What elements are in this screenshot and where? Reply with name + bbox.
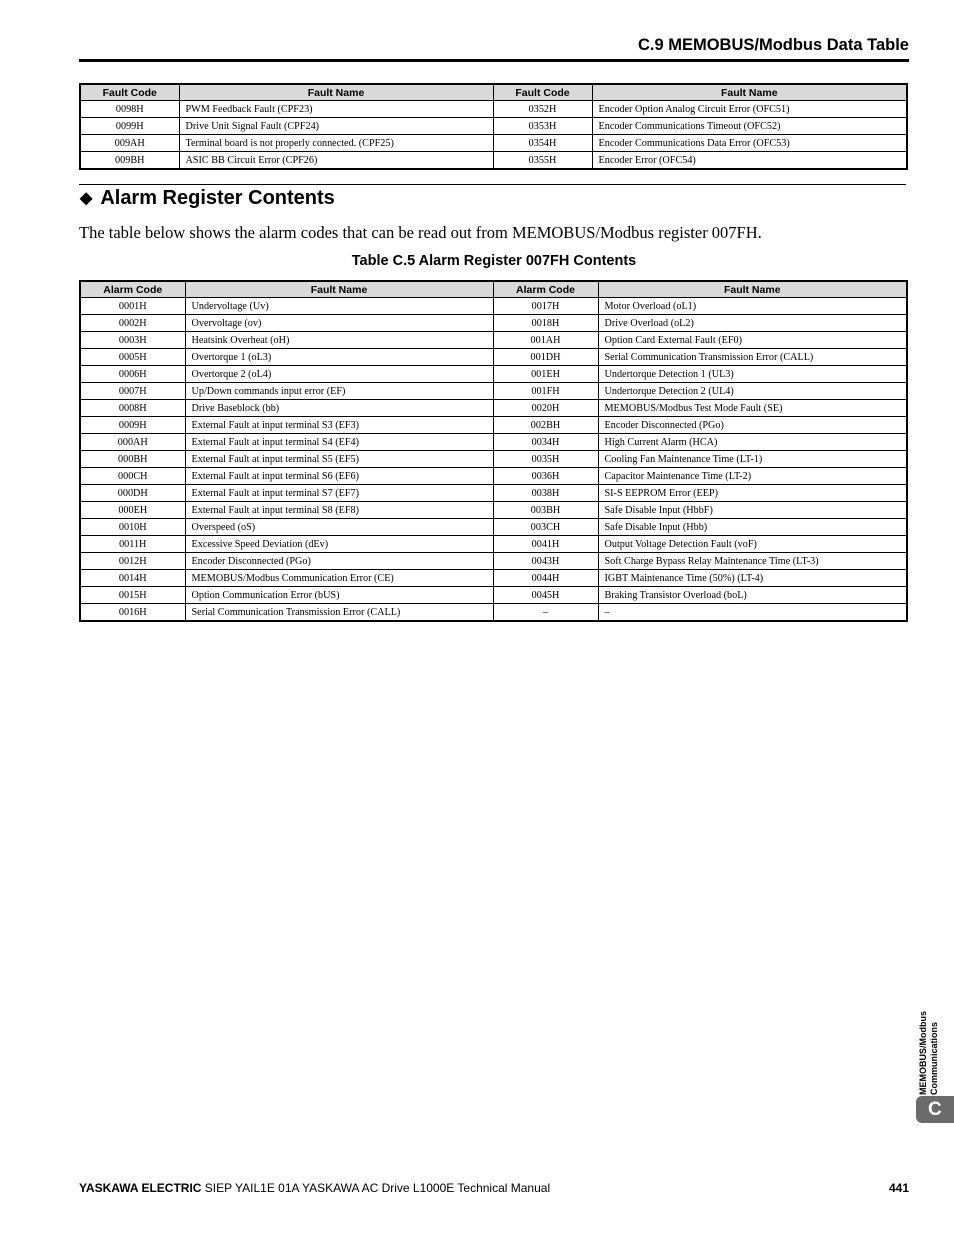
page-footer	[79, 1181, 909, 1195]
table-row	[80, 135, 907, 152]
column-header: Fault Name	[179, 84, 493, 101]
name-cell: Output Voltage Detection Fault (voF)	[598, 536, 907, 553]
name-cell: Overvoltage (ov)	[185, 315, 493, 332]
name-cell: External Fault at input terminal S5 (EF5)	[185, 451, 493, 468]
code-cell: 0003H	[80, 332, 185, 349]
code-cell: 0036H	[493, 468, 598, 485]
code-cell: 009AH	[80, 135, 179, 152]
table-row	[80, 400, 907, 417]
footer-brand: YASKAWA ELECTRIC	[79, 1181, 202, 1195]
column-header: Fault Name	[592, 84, 907, 101]
code-cell: 0012H	[80, 553, 185, 570]
code-cell: 0035H	[493, 451, 598, 468]
name-cell: Option Card External Fault (EF0)	[598, 332, 907, 349]
code-cell: 0018H	[493, 315, 598, 332]
code-cell: 000CH	[80, 468, 185, 485]
code-cell: 000BH	[80, 451, 185, 468]
table-row	[80, 332, 907, 349]
code-cell: 000EH	[80, 502, 185, 519]
name-cell: Undervoltage (Uv)	[185, 298, 493, 315]
code-cell: 009BH	[80, 152, 179, 170]
diamond-bullet-icon: ◆	[80, 190, 93, 207]
code-cell: 0045H	[493, 587, 598, 604]
table-caption: Table C.5 Alarm Register 007FH Contents	[351, 253, 637, 269]
side-tab-line: MEMOBUS/Modbus	[918, 1011, 928, 1095]
code-cell: 0002H	[80, 315, 185, 332]
code-cell: 0001H	[80, 298, 185, 315]
name-cell: Encoder Communications Timeout (OFC52)	[592, 118, 907, 135]
code-cell: 0020H	[493, 400, 598, 417]
table-row	[80, 349, 907, 366]
code-cell: 000DH	[80, 485, 185, 502]
name-cell: Braking Transistor Overload (boL)	[598, 587, 907, 604]
side-tab-line: Communications	[929, 1021, 939, 1095]
name-cell: ASIC BB Circuit Error (CPF26)	[179, 152, 493, 170]
name-cell: Encoder Disconnected (PGo)	[598, 417, 907, 434]
code-cell: 0353H	[493, 118, 592, 135]
name-cell: Encoder Communications Data Error (OFC53)	[592, 135, 907, 152]
table-row	[80, 152, 907, 170]
fault-table-body	[80, 101, 907, 170]
code-cell: 000AH	[80, 434, 185, 451]
name-cell: Capacitor Maintenance Time (LT-2)	[598, 468, 907, 485]
page-number: 441	[888, 1181, 909, 1195]
code-cell: 0010H	[80, 519, 185, 536]
name-cell: IGBT Maintenance Time (50%) (LT-4)	[598, 570, 907, 587]
name-cell: External Fault at input terminal S6 (EF6)	[185, 468, 493, 485]
column-header: Fault Code	[493, 84, 592, 101]
table-row	[80, 298, 907, 315]
code-cell: 0014H	[80, 570, 185, 587]
table-row	[80, 553, 907, 570]
table-row	[80, 502, 907, 519]
table-row	[80, 101, 907, 118]
name-cell: Serial Communication Transmission Error (CALL)	[185, 604, 493, 622]
code-cell: 002BH	[493, 417, 598, 434]
footer-doc-title: SIEP YAIL1E 01A YASKAWA AC Drive L1000E Technical Manual	[201, 1181, 551, 1195]
table-row	[80, 604, 907, 622]
table-row	[80, 366, 907, 383]
code-cell: 001DH	[493, 349, 598, 366]
name-cell: External Fault at input terminal S8 (EF8)	[185, 502, 493, 519]
code-cell: 0355H	[493, 152, 592, 170]
table-row	[80, 451, 907, 468]
name-cell: External Fault at input terminal S4 (EF4)	[185, 434, 493, 451]
alarm-code-table	[79, 280, 908, 622]
name-cell: Motor Overload (oL1)	[598, 298, 907, 315]
column-header: Fault Code	[80, 84, 179, 101]
table-row	[80, 519, 907, 536]
name-cell: SI-S EEPROM Error (EEP)	[598, 485, 907, 502]
name-cell: Overtorque 2 (oL4)	[185, 366, 493, 383]
table-row	[80, 383, 907, 400]
table-row	[80, 434, 907, 451]
header-rule	[79, 59, 909, 62]
name-cell: Encoder Option Analog Circuit Error (OFC51)	[592, 101, 907, 118]
code-cell: 0034H	[493, 434, 598, 451]
section-divider	[79, 184, 906, 185]
code-cell: 0044H	[493, 570, 598, 587]
code-cell: 0017H	[493, 298, 598, 315]
code-cell: 0008H	[80, 400, 185, 417]
code-cell: 0354H	[493, 135, 592, 152]
table-row	[80, 570, 907, 587]
side-tab-label	[918, 985, 948, 1095]
table-row	[80, 315, 907, 332]
code-cell: 0015H	[80, 587, 185, 604]
section-header: C.9 MEMOBUS/Modbus Data Table	[637, 36, 909, 54]
name-cell: Undertorque Detection 1 (UL3)	[598, 366, 907, 383]
code-cell: 0043H	[493, 553, 598, 570]
name-cell: Soft Charge Bypass Relay Maintenance Time (LT-3)	[598, 553, 907, 570]
name-cell: External Fault at input terminal S7 (EF7)	[185, 485, 493, 502]
code-cell: 0005H	[80, 349, 185, 366]
code-cell: 0099H	[80, 118, 179, 135]
table-row	[80, 417, 907, 434]
chapter-tab: C	[916, 1096, 954, 1123]
name-cell: Safe Disable Input (Hbb)	[598, 519, 907, 536]
fault-code-table	[79, 83, 908, 170]
name-cell: Encoder Error (OFC54)	[592, 152, 907, 170]
code-cell: 0011H	[80, 536, 185, 553]
name-cell: MEMOBUS/Modbus Communication Error (CE)	[185, 570, 493, 587]
name-cell: Undertorque Detection 2 (UL4)	[598, 383, 907, 400]
code-cell: 001FH	[493, 383, 598, 400]
code-cell: 001AH	[493, 332, 598, 349]
name-cell: Encoder Disconnected (PGo)	[185, 553, 493, 570]
name-cell: Drive Unit Signal Fault (CPF24)	[179, 118, 493, 135]
name-cell: Up/Down commands input error (EF)	[185, 383, 493, 400]
table-row	[80, 587, 907, 604]
name-cell: –	[598, 604, 907, 622]
table-row	[80, 485, 907, 502]
alarm-table-body	[80, 298, 907, 622]
name-cell: Option Communication Error (bUS)	[185, 587, 493, 604]
name-cell: Excessive Speed Deviation (dEv)	[185, 536, 493, 553]
name-cell: Overspeed (oS)	[185, 519, 493, 536]
section-title-text: Alarm Register Contents	[100, 187, 335, 209]
name-cell: MEMOBUS/Modbus Test Mode Fault (SE)	[598, 400, 907, 417]
name-cell: PWM Feedback Fault (CPF23)	[179, 101, 493, 118]
column-header: Alarm Code	[493, 281, 598, 298]
code-cell: 0041H	[493, 536, 598, 553]
code-cell: 003BH	[493, 502, 598, 519]
code-cell: 001EH	[493, 366, 598, 383]
name-cell: High Current Alarm (HCA)	[598, 434, 907, 451]
name-cell: Cooling Fan Maintenance Time (LT-1)	[598, 451, 907, 468]
code-cell: 0007H	[80, 383, 185, 400]
name-cell: Drive Baseblock (bb)	[185, 400, 493, 417]
name-cell: Overtorque 1 (oL3)	[185, 349, 493, 366]
column-header: Alarm Code	[80, 281, 185, 298]
intro-paragraph: The table below shows the alarm codes that can be read out from MEMOBUS/Modbus register 007FH.	[79, 223, 762, 242]
code-cell: –	[493, 604, 598, 622]
column-header: Fault Name	[598, 281, 907, 298]
name-cell: Heatsink Overheat (oH)	[185, 332, 493, 349]
table-row	[80, 118, 907, 135]
code-cell: 0038H	[493, 485, 598, 502]
column-header: Fault Name	[185, 281, 493, 298]
name-cell: External Fault at input terminal S3 (EF3)	[185, 417, 493, 434]
code-cell: 0016H	[80, 604, 185, 622]
code-cell: 003CH	[493, 519, 598, 536]
name-cell: Drive Overload (oL2)	[598, 315, 907, 332]
code-cell: 0098H	[80, 101, 179, 118]
code-cell: 0352H	[493, 101, 592, 118]
code-cell: 0009H	[80, 417, 185, 434]
name-cell: Serial Communication Transmission Error (CALL)	[598, 349, 907, 366]
table-row	[80, 468, 907, 485]
code-cell: 0006H	[80, 366, 185, 383]
table-row	[80, 536, 907, 553]
name-cell: Safe Disable Input (HbbF)	[598, 502, 907, 519]
section-title	[80, 187, 335, 210]
name-cell: Terminal board is not properly connected. (CPF25)	[179, 135, 493, 152]
